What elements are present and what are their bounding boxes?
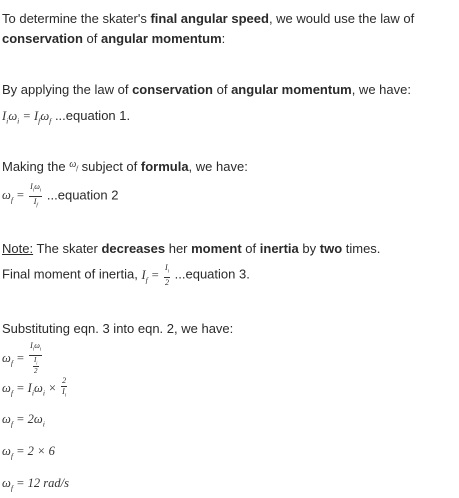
equation-3-fraction: $\frac{I_i}{2}$ — [164, 263, 170, 287]
equation-2: $\omega_f$ = $\frac{I_i\omega_i}{I_f}$ ...equation 2 — [2, 182, 119, 209]
applying-line: By applying the law of conservation of angular momentum, we have: — [2, 82, 411, 97]
equation-2-label: ...equation 2 — [46, 187, 119, 203]
step-2: $\omega_f = I_i\omega_i$ × $\frac{2}{I_i}$ — [2, 376, 67, 399]
making-line: Making the $^{\omega_f}$ subject of formula, we have: — [2, 159, 248, 174]
equation-2-fraction: $\frac{I_i\omega_i}{I_f}$ — [30, 182, 42, 209]
intro-line-1: To determine the skater's final angular speed, we would use the law of — [2, 11, 415, 26]
equation-1-label: ...equation 1. — [54, 108, 131, 123]
step-2-fraction: $\frac{2}{I_i}$ — [62, 376, 67, 399]
step-5: $\omega_f = 12$ rad/s — [2, 476, 69, 493]
step-3: $\omega_f = 2\omega_i$ — [2, 412, 45, 429]
equation-1-formula: $I_i\omega_i = I_f\omega_f$ — [2, 109, 52, 126]
step-1: $\omega_f$ = $\frac{I_i\omega_i}{\frac{I_i}{2}}$ — [2, 341, 42, 376]
equation-1 — [2, 107, 130, 127]
step-1-fraction: $\frac{I_i\omega_i}{\frac{I_i}{2}}$ — [30, 341, 42, 376]
intro-line-2: conservation of angular momentum: — [2, 31, 226, 46]
step-4: $\omega_f = 2 \times 6$ — [2, 444, 55, 461]
final-moment-line: Final moment of inertia, $I_f$ = $\frac{I_i}{2}$ ...equation 3. — [2, 263, 250, 287]
note-label: Note: — [2, 241, 34, 256]
substituting-line: Substituting eqn. 3 into eqn. 2, we have: — [2, 321, 234, 336]
note-line: Note: The skater decreases her moment of inertia by two times. — [2, 241, 381, 256]
equation-3-label: ...equation 3. — [174, 266, 250, 282]
